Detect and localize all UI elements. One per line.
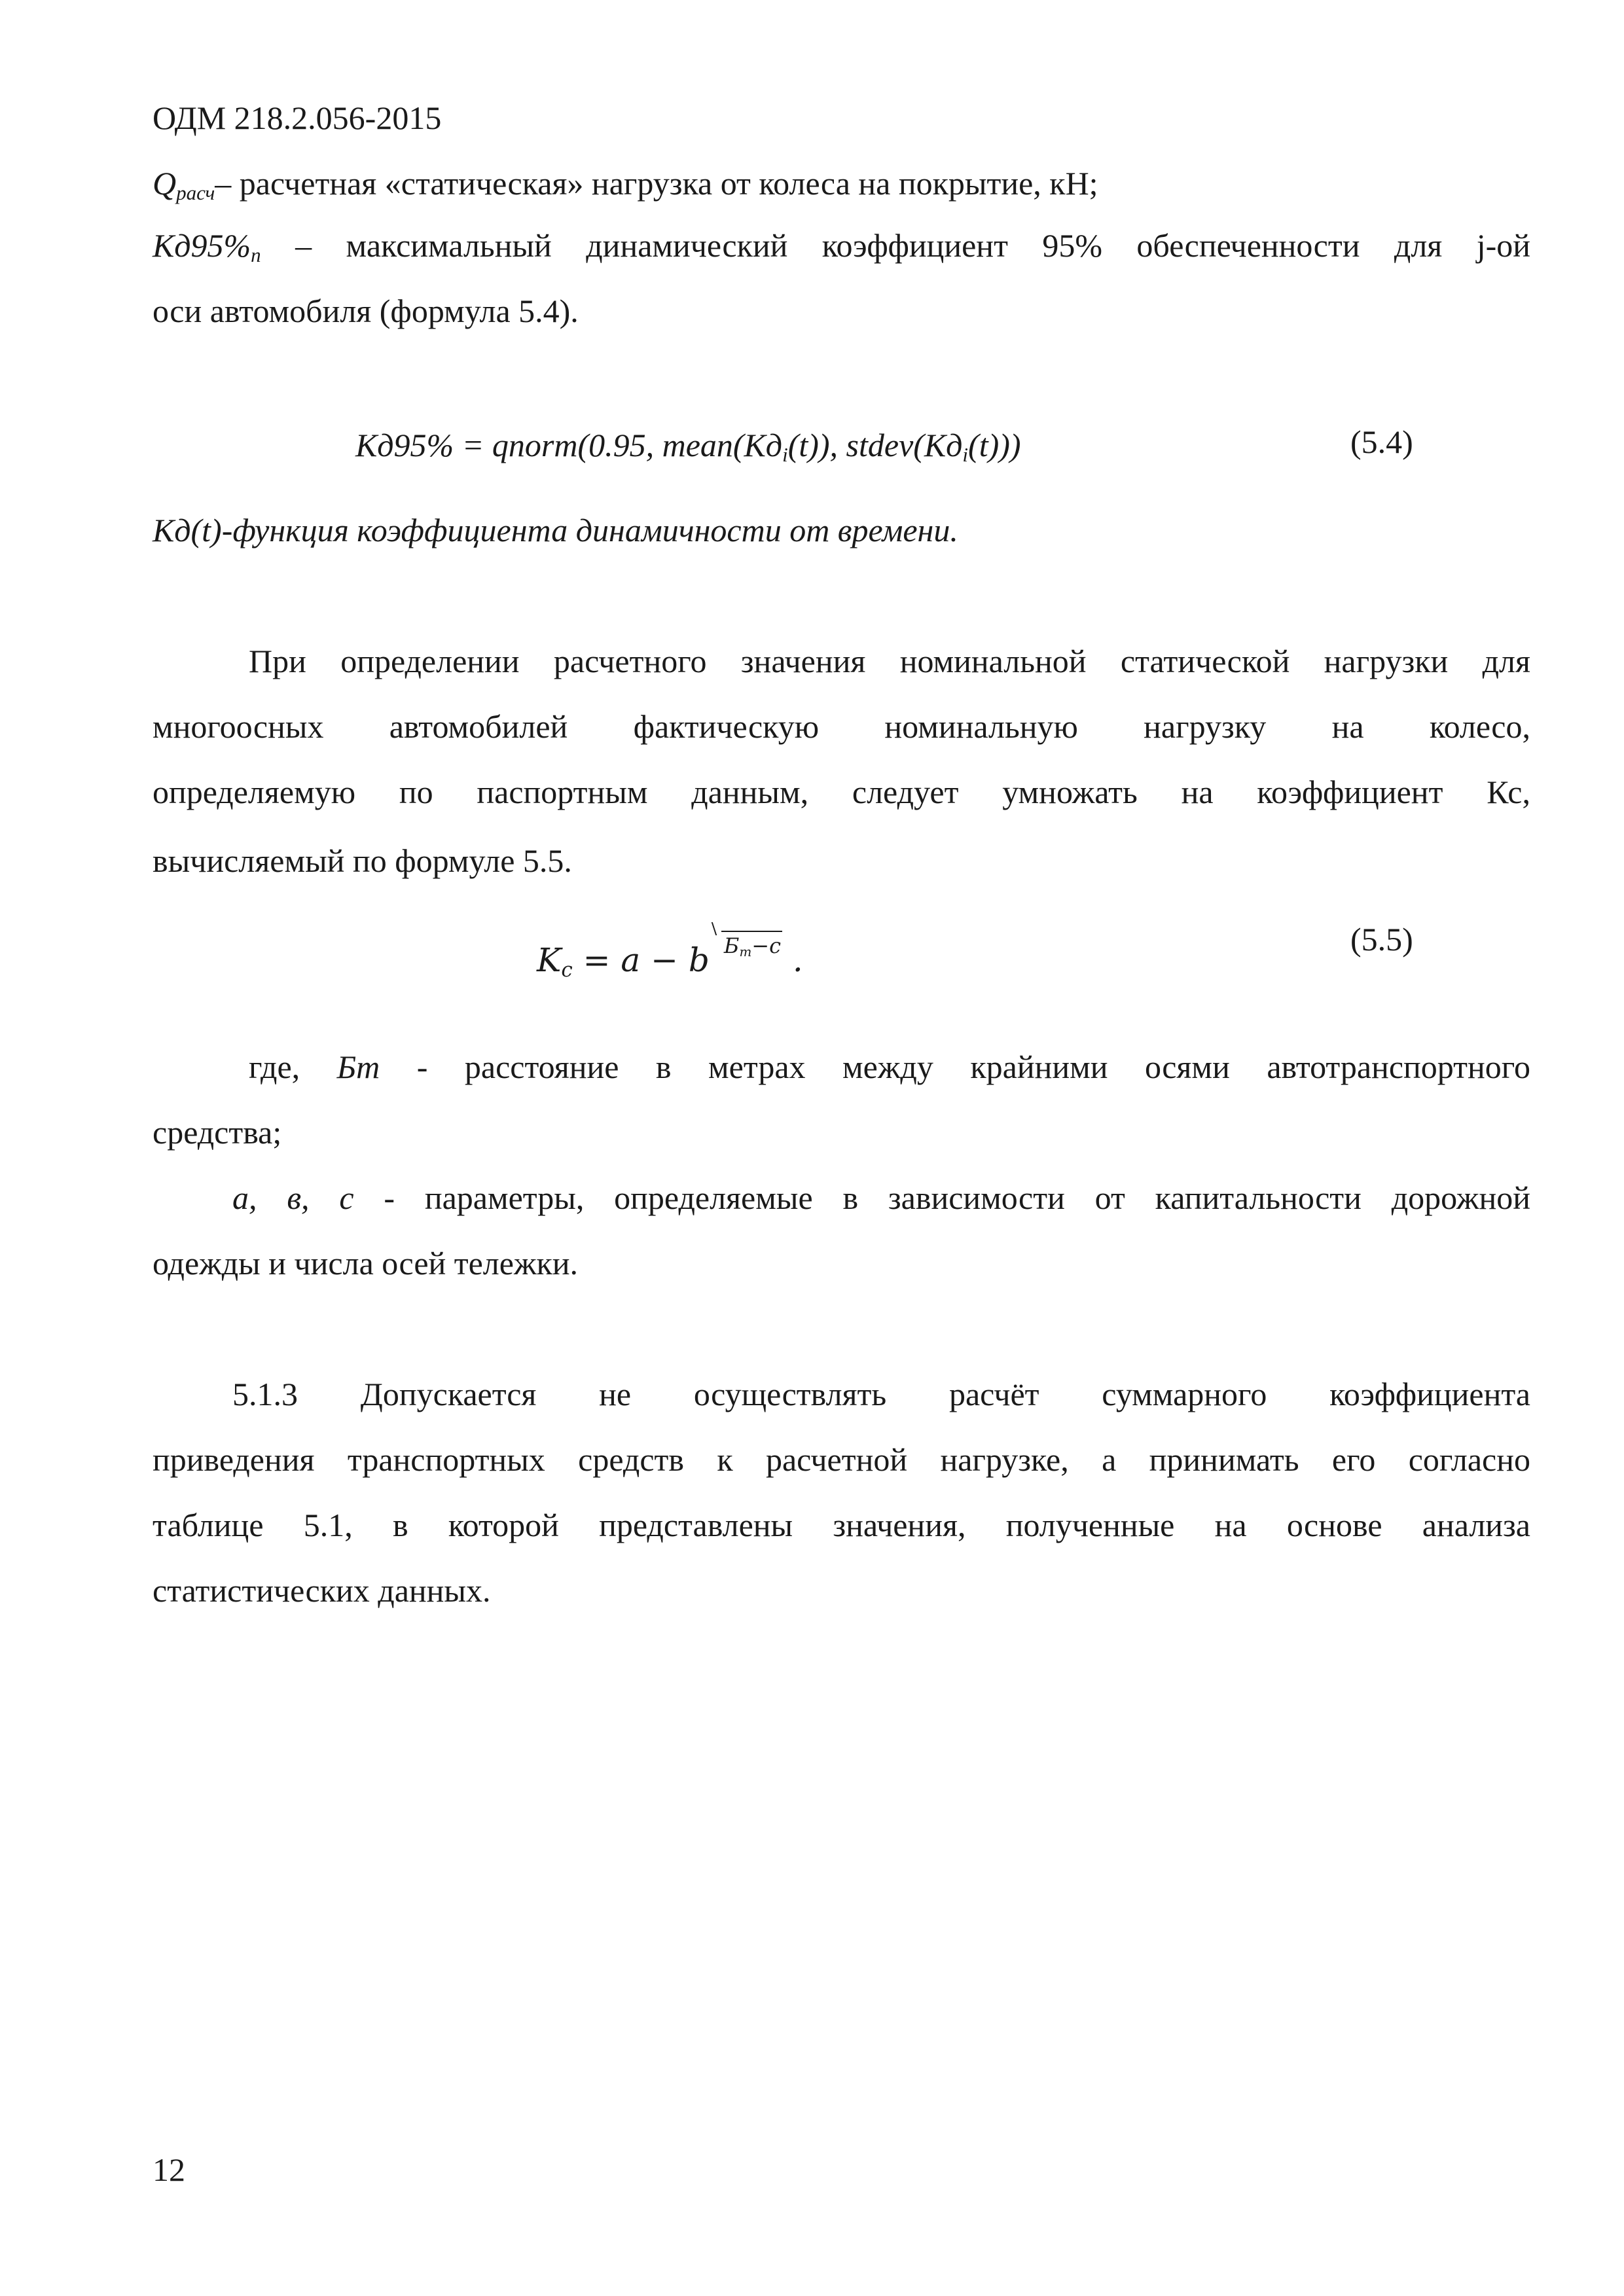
where-line1: где, Бт - расстояние в метрах между крайними осями автотранспортного xyxy=(249,1049,1530,1085)
para1-line1: При определении расчетного значения номинальной статической нагрузки для xyxy=(249,643,1530,679)
where-line2: средства; xyxy=(153,1114,282,1151)
symbol-q: $Q_{расч}$ xyxy=(153,165,215,204)
para2-line4: статистических данных. xyxy=(153,1572,491,1609)
formula-5-5-number: (5.5) xyxy=(1350,921,1413,958)
definition-q xyxy=(153,151,1098,216)
para1-line2: многоосных автомобилей фактическую номинальную нагрузку на колесо, xyxy=(153,708,1530,745)
definition-kd95-line1 xyxy=(153,213,1530,278)
page-number: 12 xyxy=(153,2151,185,2188)
params-line1: а, в, с - параметры, определяемые в зависимости от капитальности дорожной xyxy=(232,1179,1530,1216)
params-symbols: а, в, с xyxy=(232,1179,354,1216)
para2-line2: приведения транспортных средств к расчетной нагрузке, а принимать его согласно xyxy=(153,1441,1530,1478)
definition-kd95-text: – максимальный динамический коэффициент 95% обеспеченности для j-ой xyxy=(295,227,1531,264)
para2-line3: таблице 5.1, в которой представлены значения, полученные на основе анализа xyxy=(153,1507,1530,1543)
symbol-bt: Бт xyxy=(336,1049,380,1085)
definition-q-text: – расчетная «статическая» нагрузка от колеса на покрытие, кН; xyxy=(215,165,1098,202)
doc-code-header: ОДМ 218.2.056-2015 xyxy=(153,99,442,136)
para1-line4: вычисляемый по формуле 5.5. xyxy=(153,842,572,879)
formula-5-4-number: (5.4) xyxy=(1350,423,1413,460)
definition-kd95-line2: оси автомобиля (формула 5.4). xyxy=(153,293,579,329)
kd-t-note: Кд(t)-функция коэффициента динамичности от времени. xyxy=(153,512,958,548)
sqrt-exponent: $Б_m-c$ xyxy=(710,913,782,978)
para2-line1: 5.1.3 Допускается не осуществлять расчёт суммарного коэффициента xyxy=(232,1376,1530,1412)
params-line2: одежды и числа осей тележки. xyxy=(153,1245,579,1282)
formula-5-5: $K_c = a - b$ $Б_m-c$ . xyxy=(537,913,803,993)
symbol-kd95: $Кд95\%_n$ xyxy=(153,227,261,266)
para1-line3: определяемую по паспортным данным, следует умножать на коэффициент Кс, xyxy=(153,774,1530,810)
formula-5-4: Кд95% = qnorm(0.95, $mean(Кд_i(t))$, $stdev(Кд_i(t))$) xyxy=(355,427,1021,466)
